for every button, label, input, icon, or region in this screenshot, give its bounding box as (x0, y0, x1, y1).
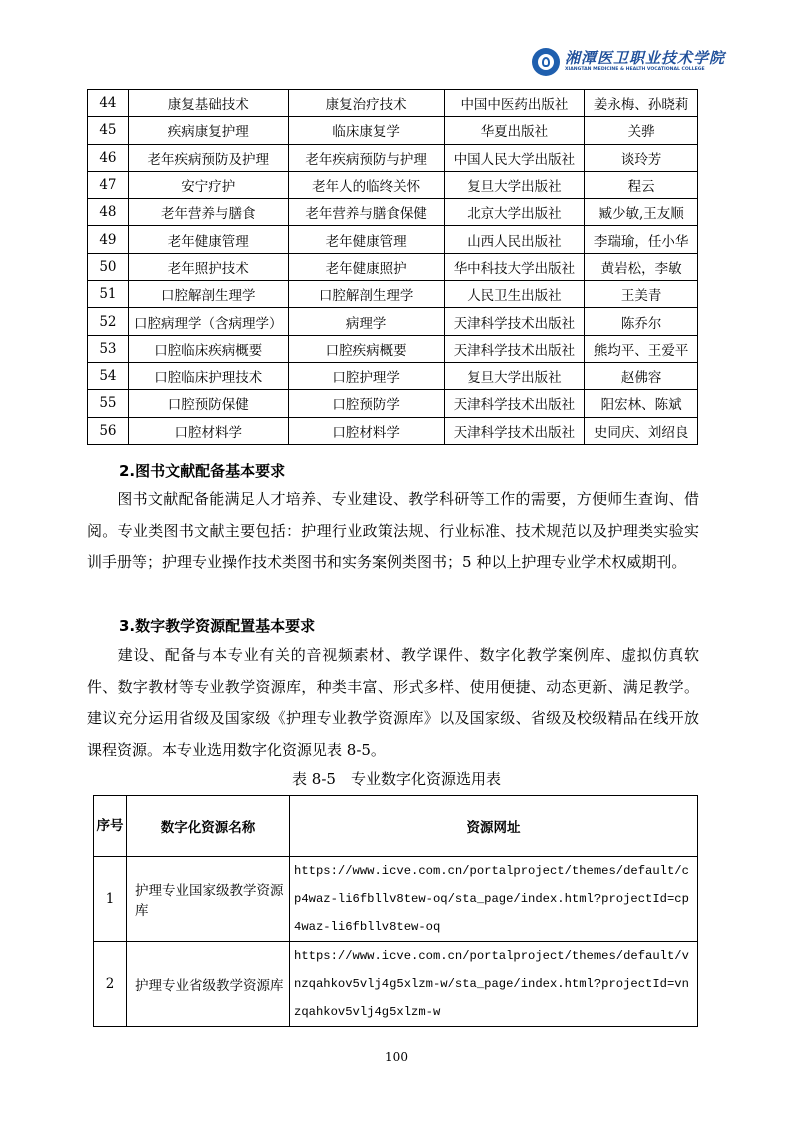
resource-url-link[interactable]: https://www.icve.com.cn/portalproject/themes/default/cp4waz-li6fbllv8tew-oq/sta_page/index.html?projectId=cp4waz-li6fbllv8tew-oq (290, 857, 698, 942)
course-name: 口腔临床护理技术 (128, 362, 288, 389)
logo-chinese-name: 湘潭医卫职业技术学院 (565, 49, 726, 68)
publisher: 华中科技大学出版社 (444, 253, 585, 280)
textbook-title: 口腔疾病概要 (288, 335, 444, 362)
row-number: 46 (88, 144, 129, 171)
row-number: 49 (88, 226, 129, 253)
textbook-title: 口腔解剖生理学 (288, 281, 444, 308)
resource-row (94, 857, 698, 942)
row-number: 55 (88, 390, 129, 417)
row-number: 47 (88, 171, 129, 198)
textbook-table (87, 89, 698, 445)
textbook-title: 老年健康照护 (288, 253, 444, 280)
course-name: 康复基础技术 (128, 90, 288, 117)
publisher: 天津科学技术出版社 (444, 308, 585, 335)
textbook-row (88, 335, 698, 362)
row-number: 45 (88, 117, 129, 144)
course-name: 老年疾病预防及护理 (128, 144, 288, 171)
header-name: 数字化资源名称 (127, 796, 290, 857)
textbook-title: 老年人的临终关怀 (288, 171, 444, 198)
row-number: 44 (88, 90, 129, 117)
publisher: 天津科学技术出版社 (444, 335, 585, 362)
logo-english-name: XIANGTAN MEDICINE & HEALTH VOCATIONAL COLLEGE (565, 67, 705, 73)
textbook-title: 口腔预防学 (288, 390, 444, 417)
course-name: 老年健康管理 (128, 226, 288, 253)
author: 赵佛容 (585, 362, 698, 389)
resource-no: 1 (94, 857, 127, 942)
textbook-title: 口腔材料学 (288, 417, 444, 444)
publisher: 中国人民大学出版社 (444, 144, 585, 171)
author: 程云 (585, 171, 698, 198)
textbook-title: 老年营养与膳食保健 (288, 199, 444, 226)
publisher: 中国中医药出版社 (444, 90, 585, 117)
section-2-text: 图书文献配备能满足人才培养、专业建设、教学科研等工作的需要，方便师生查询、借阅。专业类图书文献主要包括：护理行业政策法规、行业标准、技术规范以及护理类实验实训手册等；护理专业操作技术类图书和实务案例类图书；5 种以上护理专业学术权威期刊。 (87, 490, 699, 571)
section-3-body (87, 640, 699, 766)
college-logo (532, 45, 726, 79)
author: 史同庆、刘绍良 (585, 417, 698, 444)
publisher: 人民卫生出版社 (444, 281, 585, 308)
author: 熊均平、王爱平 (585, 335, 698, 362)
row-number: 52 (88, 308, 129, 335)
course-name: 老年照护技术 (128, 253, 288, 280)
textbook-title: 口腔护理学 (288, 362, 444, 389)
row-number: 51 (88, 281, 129, 308)
author: 黄岩松，李敏 (585, 253, 698, 280)
textbook-row (88, 144, 698, 171)
course-name: 口腔材料学 (128, 417, 288, 444)
textbook-title: 临床康复学 (288, 117, 444, 144)
publisher: 天津科学技术出版社 (444, 417, 585, 444)
author: 姜永梅、孙晓莉 (585, 90, 698, 117)
author: 李瑞瑜，任小华 (585, 226, 698, 253)
resource-table-header (94, 796, 698, 857)
resource-name: 护理专业国家级教学资源库 (127, 857, 290, 942)
publisher: 复旦大学出版社 (444, 171, 585, 198)
table-caption: 表 8-5 专业数字化资源选用表 (292, 770, 501, 788)
course-name: 口腔病理学（含病理学） (128, 308, 288, 335)
author: 谈玲芳 (585, 144, 698, 171)
publisher: 山西人民出版社 (444, 226, 585, 253)
page-number: 100 (385, 1050, 408, 1064)
textbook-title: 老年疾病预防与护理 (288, 144, 444, 171)
textbook-row (88, 253, 698, 280)
textbook-row (88, 171, 698, 198)
textbook-row (88, 226, 698, 253)
course-name: 安宁疗护 (128, 171, 288, 198)
resource-table (93, 795, 698, 1027)
course-name: 口腔临床疾病概要 (128, 335, 288, 362)
row-number: 48 (88, 199, 129, 226)
textbook-row (88, 117, 698, 144)
textbook-row (88, 390, 698, 417)
textbook-row (88, 90, 698, 117)
row-number: 53 (88, 335, 129, 362)
course-name: 疾病康复护理 (128, 117, 288, 144)
textbook-title: 康复治疗技术 (288, 90, 444, 117)
header-no: 序号 (94, 796, 127, 857)
author: 陈乔尔 (585, 308, 698, 335)
resource-row (94, 942, 698, 1027)
row-number: 54 (88, 362, 129, 389)
textbook-row (88, 362, 698, 389)
author: 关骅 (585, 117, 698, 144)
textbook-row (88, 417, 698, 444)
section-3-heading: 3.数字教学资源配置基本要求 (119, 617, 316, 635)
row-number: 50 (88, 253, 129, 280)
resource-url-link[interactable]: https://www.icve.com.cn/portalproject/themes/default/vnzqahkov5vlj4g5xlzm-w/sta_page/index.html?projectId=vnzqahkov5vlj4g5xlzm-w (290, 942, 698, 1027)
college-seal-icon (532, 48, 560, 76)
course-name: 口腔预防保健 (128, 390, 288, 417)
publisher: 华夏出版社 (444, 117, 585, 144)
section-2-body (87, 484, 699, 579)
textbook-row (88, 199, 698, 226)
publisher: 北京大学出版社 (444, 199, 585, 226)
textbook-title: 病理学 (288, 308, 444, 335)
course-name: 老年营养与膳食 (128, 199, 288, 226)
textbook-row (88, 308, 698, 335)
author: 王美青 (585, 281, 698, 308)
resource-no: 2 (94, 942, 127, 1027)
author: 臧少敏,王友顺 (585, 199, 698, 226)
author: 阳宏林、陈斌 (585, 390, 698, 417)
publisher: 天津科学技术出版社 (444, 390, 585, 417)
header-url: 资源网址 (290, 796, 698, 857)
section-3-text: 建设、配备与本专业有关的音视频素材、教学课件、数字化教学案例库、虚拟仿真软件、数字教材等专业教学资源库，种类丰富、形式多样、使用便捷、动态更新、满足教学。建议充分运用省级及国家级《护理专业教学资源库》以及国家级、省级及校级精品在线开放课程资源。本专业选用数字化资源见表 8-5。 (87, 646, 699, 759)
textbook-title: 老年健康管理 (288, 226, 444, 253)
textbook-row (88, 281, 698, 308)
course-name: 口腔解剖生理学 (128, 281, 288, 308)
section-2-heading: 2.图书文献配备基本要求 (119, 462, 286, 480)
resource-name: 护理专业省级教学资源库 (127, 942, 290, 1027)
row-number: 56 (88, 417, 129, 444)
publisher: 复旦大学出版社 (444, 362, 585, 389)
